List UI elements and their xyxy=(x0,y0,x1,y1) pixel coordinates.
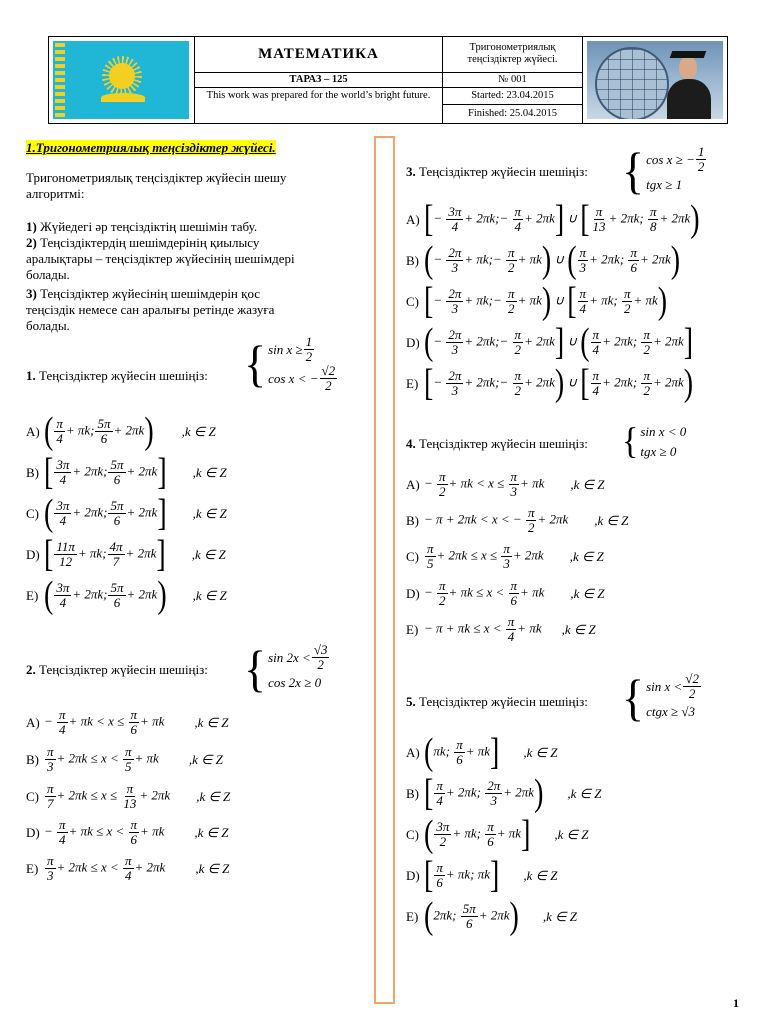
task-4-option-d: D) − $\frac{\pi}{2}$ + πk ≤ x < $\frac{\pi}{6}$ + πk ,k ∈ Z xyxy=(406,578,605,608)
header-note: This work was prepared for the world’s bright future. xyxy=(195,88,443,123)
intro-line: Тригонометриялық теңсіздіктер жүйесін шешу xyxy=(26,170,287,185)
task-5-option-b: B) [ $\frac{\pi}{4}$ + 2πk; $\frac{2\pi}{3}$ + 2πk) ,k ∈ Z xyxy=(406,771,602,814)
task-4-option-e: E) − π + πk ≤ x < $\frac{\pi}{4}$ + πk ,k ∈ Z xyxy=(406,614,596,644)
step-3-cont: теңсіздік немесе сан аралығы ретінде жазуға xyxy=(26,302,275,317)
task-3-system: { cos x ≥ − $\frac{1}{2}$ tgx ≥ 1 xyxy=(622,141,705,198)
kazakhstan-flag xyxy=(49,37,195,123)
task-5-option-d: D) [ $\frac{\pi}{6}$ + πk; πk] ,k ∈ Z xyxy=(406,853,558,896)
step-2-cont: аралықтары – теңсіздіктер жүйесінің шешімдері xyxy=(26,251,295,266)
started-date: Started: 23.04.2015 xyxy=(443,88,583,105)
column-divider xyxy=(374,136,395,1004)
task-1-prompt: 1. Теңсіздіктер жүйесін шешіңіз: xyxy=(26,368,208,383)
task-2-option-a: A) − $\frac{\pi}{4}$ + πk < x ≤ $\frac{\pi}{6}$ + πk ,k ∈ Z xyxy=(26,707,229,737)
task-1-option-c: C) ( $\frac{3\pi}{4}$ + 2πk; $\frac{5\pi}{6}$ + 2πk] ,k ∈ Z xyxy=(26,491,227,534)
task-2-option-d: D) − $\frac{\pi}{4}$ + πk ≤ x < $\frac{\pi}{6}$ + πk ,k ∈ Z xyxy=(26,817,229,847)
task-4-option-b: B) − π + 2πk < x < − $\frac{\pi}{2}$ + 2πk ,k ∈ Z xyxy=(406,505,629,535)
graduate-photo xyxy=(583,37,727,123)
step-3-cont: болады. xyxy=(26,318,70,333)
page-number: 1 xyxy=(733,996,739,1010)
finished-date: Finished: 25.04.2015 xyxy=(443,105,583,123)
task-5-system: { sin x < $\frac{√2}{2}$ ctgx ≥ √3 xyxy=(622,668,699,725)
task-1-option-e: E) ( $\frac{3\pi}{4}$ + 2πk; $\frac{5\pi}{6}$ + 2πk) ,k ∈ Z xyxy=(26,573,227,616)
task-5-option-e: E) (2πk; $\frac{5\pi}{6}$ + 2πk) ,k ∈ Z xyxy=(406,894,577,937)
task-3-option-e: E) [− $\frac{2\pi}{3}$ + 2πk;− $\frac{\pi}{2}$ + 2πk) ∪ [ $\frac{\pi}{4}$ + 2πk; $\frac{\pi}{2}$ + 2πk) xyxy=(406,361,694,404)
task-1-option-d: D) [ $\frac{11\pi}{12}$ + πk; $\frac{4\pi}{7}$ + 2πk] ,k ∈ Z xyxy=(26,532,226,575)
task-4-option-c: C) $\frac{\pi}{5}$ + 2πk ≤ x ≤ $\frac{\pi}{3}$ + 2πk ,k ∈ Z xyxy=(406,541,604,571)
step-2: 2) Теңсіздіктердің шешімдерінің қиылысу xyxy=(26,235,260,250)
task-1-system: { sin x ≥ $\frac{1}{2}$ cos x < − $\frac{√2}{2}$ xyxy=(244,334,336,393)
task-5-option-a: A) (πk; $\frac{\pi}{6}$ + πk] ,k ∈ Z xyxy=(406,730,558,773)
task-2-system: { sin 2x < $\frac{√3}{2}$ cos 2x ≥ 0 xyxy=(244,639,328,696)
school-label: ТАРАЗ – 125 xyxy=(195,73,443,88)
task-1-option-b: B) [ $\frac{3\pi}{4}$ + 2πk; $\frac{5\pi}{6}$ + 2πk] ,k ∈ Z xyxy=(26,450,227,493)
step-2-cont: болады. xyxy=(26,267,70,282)
task-4-prompt: 4. Теңсіздіктер жүйесін шешіңіз: xyxy=(406,436,588,451)
subject-title: МАТЕМАТИКА xyxy=(195,37,443,73)
task-3-prompt: 3. Теңсіздіктер жүйесін шешіңіз: xyxy=(406,164,588,179)
task-3-option-d: D) (− $\frac{2\pi}{3}$ + 2πk;− $\frac{\pi}{2}$ + 2πk] ∪ ( $\frac{\pi}{4}$ + 2πk; $\frac{\pi}{2}$ + 2πk] xyxy=(406,320,694,363)
topic-title: Тригонометриялық теңсіздіктер жүйесі. xyxy=(443,37,583,73)
task-5-option-c: C) ( $\frac{3\pi}{2}$ + πk; $\frac{\pi}{6}$ + πk] ,k ∈ Z xyxy=(406,812,589,855)
task-2-option-e: E) $\frac{\pi}{3}$ + 2πk ≤ x < $\frac{\pi}{4}$ + 2πk ,k ∈ Z xyxy=(26,853,230,883)
task-2-option-b: B) $\frac{\pi}{3}$ + 2πk ≤ x < $\frac{\pi}{5}$ + πk ,k ∈ Z xyxy=(26,744,223,774)
task-1-option-a: A) ( $\frac{\pi}{4}$ + πk; $\frac{5\pi}{6}$ + 2πk) ,k ∈ Z xyxy=(26,409,216,452)
task-5-prompt: 5. Теңсіздіктер жүйесін шешіңіз: xyxy=(406,694,588,709)
task-2-option-c: C) $\frac{\pi}{7}$ + 2πk ≤ x ≤ $\frac{\pi}{13}$ + 2πk ,k ∈ Z xyxy=(26,781,231,811)
task-3-option-c: C) [− $\frac{2\pi}{3}$ + πk;− $\frac{\pi}{2}$ + πk) ∪ [ $\frac{\pi}{4}$ + πk; $\frac{\pi}{2}$ + πk) xyxy=(406,279,668,322)
task-3-option-a: A) [− $\frac{3\pi}{4}$ + 2πk;− $\frac{\pi}{4}$ + 2πk] ∪ [ $\frac{\pi}{13}$ + 2πk; $\frac{\pi}{8}$ + 2πk) xyxy=(406,197,700,240)
intro-line: алгоритмі: xyxy=(26,186,85,201)
task-2-prompt: 2. Теңсіздіктер жүйесін шешіңіз: xyxy=(26,662,208,677)
section-title: 1.Тригонометриялық теңсіздіктер жүйесі. xyxy=(26,140,276,155)
task-3-option-b: B) (− $\frac{2\pi}{3}$ + πk;− $\frac{\pi}{2}$ + πk) ∪ ( $\frac{\pi}{3}$ + 2πk; $\frac{\pi}{6}$ + 2πk) xyxy=(406,238,681,281)
worksheet-number: № 001 xyxy=(443,73,583,88)
step-1: 1) Жүйедегі әр теңсіздіктің шешімін табу. xyxy=(26,219,258,234)
task-4-system: { sin x < 0 tgx ≥ 0 xyxy=(622,421,687,462)
step-3: 3) Теңсіздіктер жүйесінің шешімдерін қос xyxy=(26,286,261,301)
task-4-option-a: A) − $\frac{\pi}{2}$ + πk < x ≤ $\frac{\pi}{3}$ + πk ,k ∈ Z xyxy=(406,469,605,499)
header-table xyxy=(48,36,728,124)
